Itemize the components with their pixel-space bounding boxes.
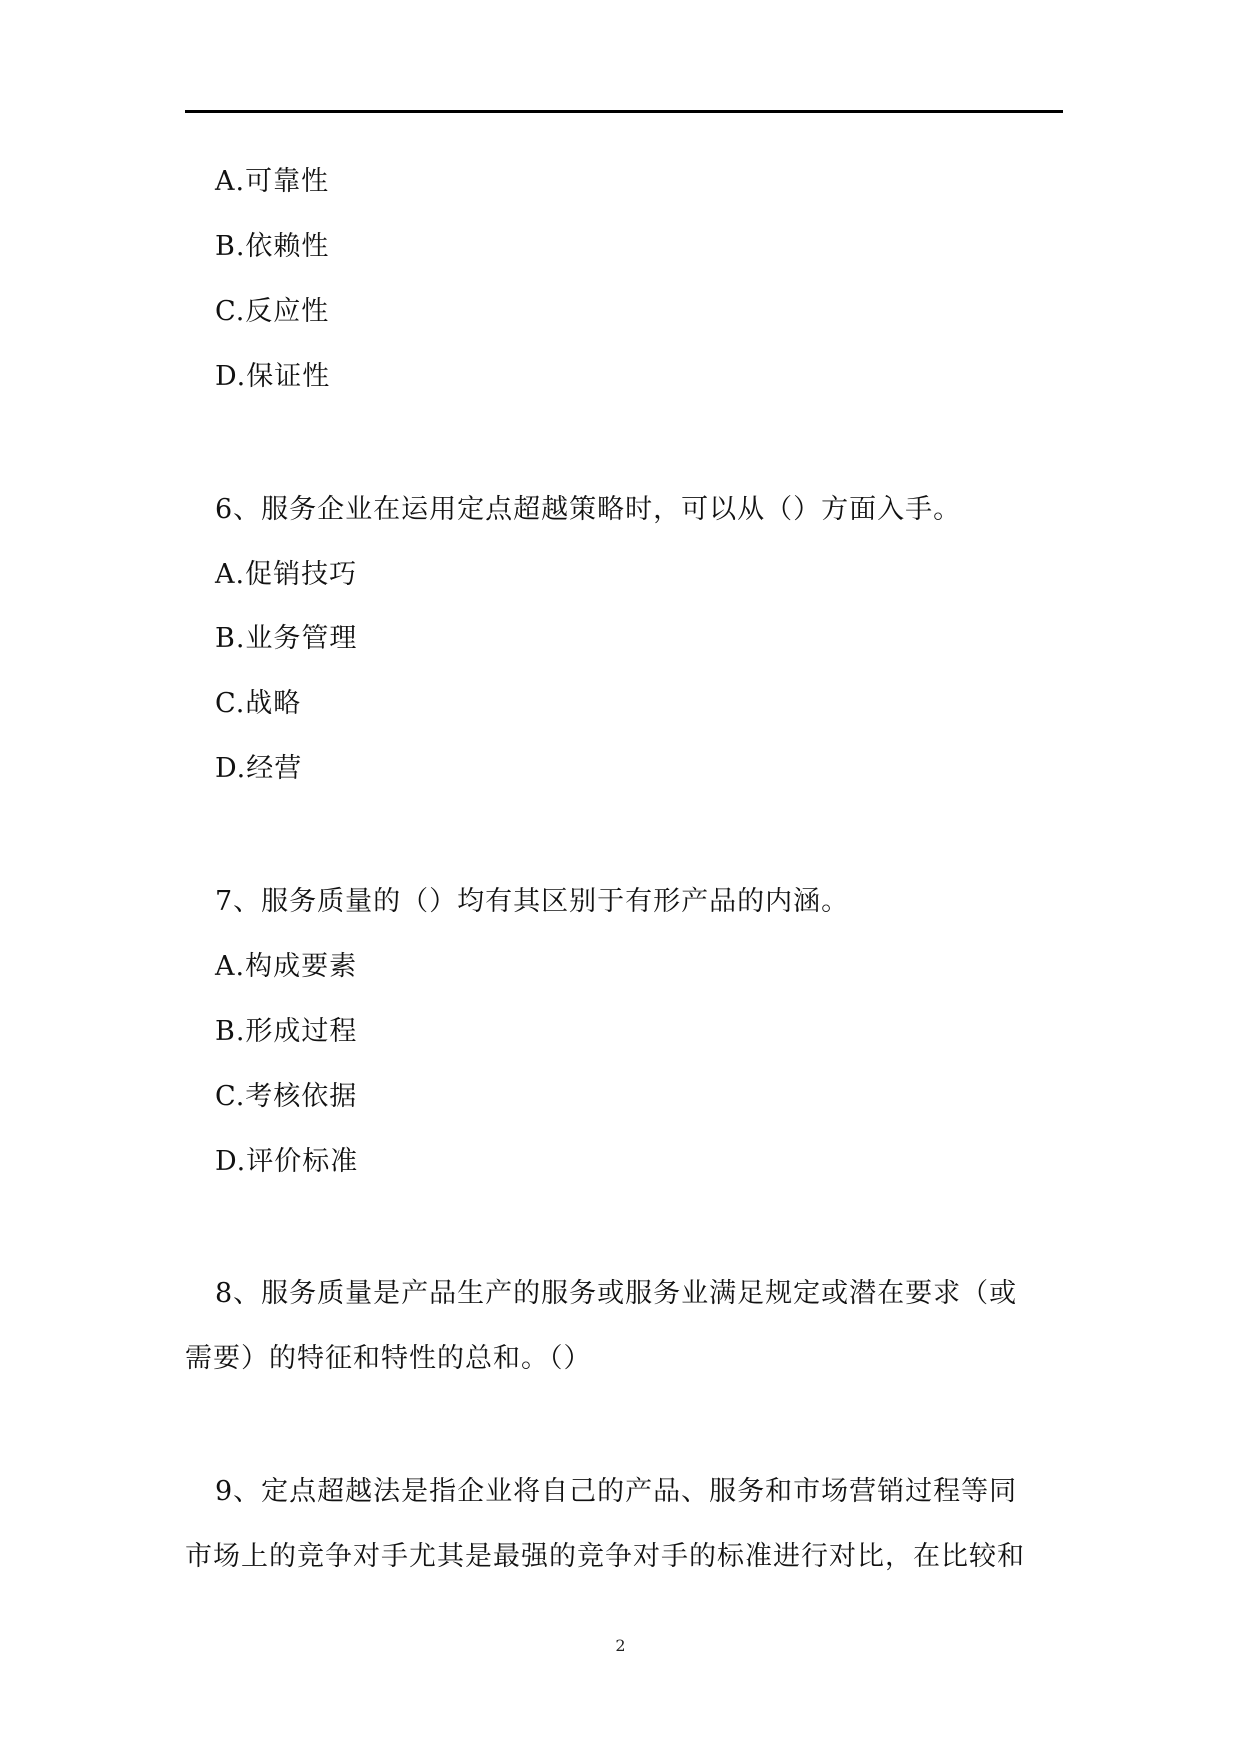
q5-option-a: A.可靠性 [215,166,330,197]
question-9-line-2: 市场上的竞争对手尤其是最强的竞争对手的标准进行对比，在比较和 [185,1541,1025,1572]
q6-option-c: C.战略 [215,688,302,719]
q6-option-d: D.经营 [215,753,303,784]
question-8-line-1: 8、服务质量是产品生产的服务或服务业满足规定或潜在要求（或 [215,1278,1018,1309]
question-9-line-1: 9、定点超越法是指企业将自己的产品、服务和市场营销过程等同 [215,1476,1018,1507]
question-8-line-2: 需要）的特征和特性的总和。（） [185,1343,592,1374]
q7-option-d: D.评价标准 [215,1146,359,1177]
question-6: 6、服务企业在运用定点超越策略时，可以从（）方面入手。 [215,494,962,525]
q7-option-c: C.考核依据 [215,1081,358,1112]
q6-option-b: B.业务管理 [215,623,358,654]
q5-option-c: C.反应性 [215,296,330,327]
header-rule [185,110,1063,113]
q5-option-b: B.依赖性 [215,231,330,262]
page-number: 2 [615,1636,626,1655]
q5-option-d: D.保证性 [215,361,331,392]
q7-option-b: B.形成过程 [215,1016,358,1047]
q7-option-a: A.构成要素 [215,951,358,982]
q6-option-a: A.促销技巧 [215,559,358,590]
question-7: 7、服务质量的（）均有其区别于有形产品的内涵。 [215,886,850,917]
